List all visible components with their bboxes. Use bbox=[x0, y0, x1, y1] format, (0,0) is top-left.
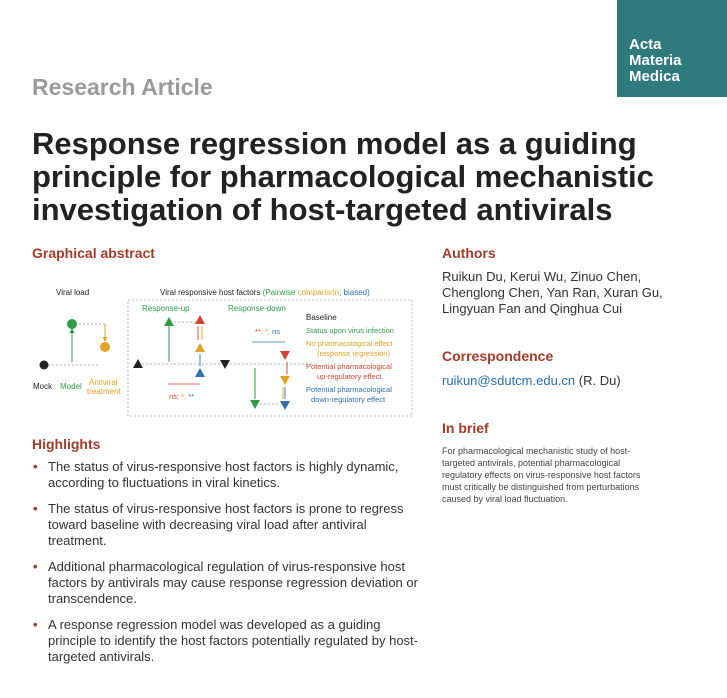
in-brief-heading: In brief bbox=[442, 420, 489, 436]
journal-badge-line-2: Materia bbox=[629, 52, 682, 69]
legend-status: Status upon virus infection bbox=[306, 326, 394, 335]
response-down-label: Response-down bbox=[228, 304, 286, 313]
label-treatment: treatment bbox=[87, 387, 121, 396]
highlight-item bbox=[32, 617, 422, 665]
article-title: Response regression model as a guiding principle for pharmacological mechanistic investigation of host-targeted antivirals bbox=[32, 126, 654, 227]
baseline-up-triangle bbox=[133, 359, 143, 368]
mock-point bbox=[40, 361, 49, 370]
highlight-text: The status of virus-responsive host factors is prone to regress toward baseline with decreasing viral load after antiviral treatment. bbox=[48, 501, 404, 548]
in-brief-line: regulatory effects on virus-responsive host factors bbox=[442, 470, 641, 480]
up-blue-triangle bbox=[195, 368, 205, 377]
highlights-list bbox=[32, 459, 422, 675]
in-brief-text bbox=[442, 445, 682, 505]
highlight-item bbox=[32, 459, 422, 491]
bullet-icon: • bbox=[33, 559, 38, 574]
in-brief-line: For pharmacological mechanistic study of host- bbox=[442, 446, 631, 456]
correspondence-heading: Correspondence bbox=[442, 348, 554, 364]
up-orange-triangle bbox=[195, 343, 205, 352]
response-up-label: Response-up bbox=[142, 304, 190, 313]
up-red-triangle bbox=[195, 315, 205, 324]
baseline-down-triangle bbox=[220, 360, 230, 369]
authors-list bbox=[442, 269, 692, 317]
sig-top: **; *; ns bbox=[255, 327, 281, 336]
bullet-icon: • bbox=[33, 501, 38, 516]
in-brief-line: targeted antivirals, potential pharmacological bbox=[442, 458, 621, 468]
journal-badge-line-3: Medica bbox=[629, 68, 680, 85]
journal-badge-line-1: Acta bbox=[629, 36, 662, 53]
down-red-triangle bbox=[280, 351, 290, 360]
antiviral-point bbox=[100, 342, 110, 352]
model-point bbox=[67, 319, 77, 329]
sig-bottom: ns; *; ** bbox=[169, 392, 195, 401]
highlight-item bbox=[32, 559, 422, 607]
antiviral-arrow-head bbox=[103, 337, 108, 342]
highlight-text: Additional pharmacological regulation of virus-responsive host factors by antivirals may cause response regression deviation or transcendence. bbox=[48, 559, 418, 606]
authors-line: Ruikun Du, Kerui Wu, Zinuo Chen, bbox=[442, 269, 642, 284]
highlight-item bbox=[32, 501, 422, 549]
in-brief-line: caused by viral load fluctuation. bbox=[442, 494, 568, 504]
correspondence-suffix: (R. Du) bbox=[575, 373, 621, 388]
legend-up-2: up-regulatory effect bbox=[317, 372, 382, 381]
legend-down-1: Potential pharmacological bbox=[306, 385, 392, 394]
authors-line: Chenglong Chen, Yan Ran, Xuran Gu, bbox=[442, 285, 663, 300]
graphical-abstract-figure bbox=[30, 280, 422, 422]
journal-badge bbox=[617, 0, 727, 97]
down-model-triangle bbox=[250, 400, 260, 409]
up-model-triangle bbox=[164, 317, 174, 326]
label-antiviral: Antiviral bbox=[89, 378, 118, 387]
highlights-heading: Highlights bbox=[32, 436, 101, 452]
authors-heading: Authors bbox=[442, 245, 496, 261]
label-mock: Mock bbox=[33, 382, 53, 391]
graphical-abstract-heading: Graphical abstract bbox=[32, 245, 155, 261]
down-orange-triangle bbox=[280, 376, 290, 385]
bullet-icon: • bbox=[33, 617, 38, 632]
legend-up-1: Potential pharmacological bbox=[306, 362, 392, 371]
correspondence-email-link[interactable]: ruikun@sdutcm.edu.cn bbox=[442, 373, 576, 388]
highlight-text: The status of virus-responsive host factors is highly dynamic, according to fluctuations in viral kinetics. bbox=[48, 459, 399, 490]
article-type: Research Article bbox=[32, 74, 213, 100]
in-brief-line: must critically be distinguished from perturbations bbox=[442, 482, 640, 492]
highlight-text: A response regression model was developed as a guiding principle to identify the host factors potentially regulated by host-targeted antivirals. bbox=[48, 617, 418, 664]
legend-no-effect-1: No pharmacological effect bbox=[306, 339, 393, 348]
correspondence-line bbox=[442, 373, 702, 389]
viral-load-label: Viral load bbox=[56, 288, 90, 297]
factors-title: Viral responsive host factors (Pairwise comparison; biased) bbox=[160, 288, 370, 297]
label-model: Model bbox=[60, 382, 82, 391]
legend-down-2: down-regulatory effect bbox=[311, 395, 386, 404]
down-blue-triangle bbox=[280, 401, 290, 410]
legend-no-effect-2: (response regression) bbox=[317, 349, 390, 358]
legend-baseline: Baseline bbox=[306, 313, 337, 322]
bullet-icon: • bbox=[33, 459, 38, 474]
authors-line: Lingyuan Fan and Qinghua Cui bbox=[442, 301, 622, 316]
